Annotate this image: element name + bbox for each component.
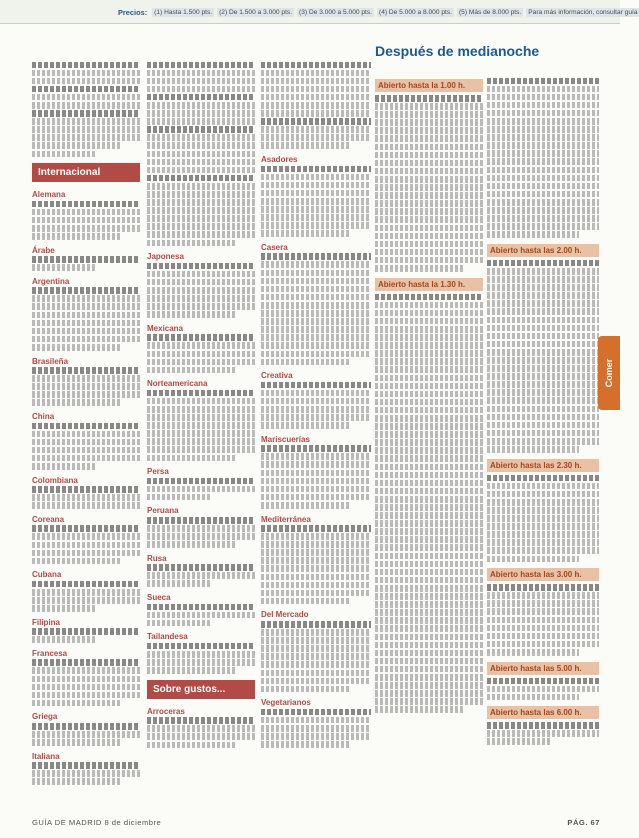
category-heading: Del Mercado [261,610,309,620]
category-heading: Mexicana [147,323,184,333]
section-title: Después de medianoche [375,43,540,59]
footer-publication: GUÍA DE MADRID 8 de diciembre [32,818,162,827]
category-heading: Argentina [32,276,70,286]
hours-heading: Abierto hasta las 6.00 h. [487,706,599,719]
price-note: Para más información, consultar guía [528,9,638,16]
category-heading: Asadores [261,155,298,165]
price-item-2: (2) De 1.500 a 3.000 pts. [219,9,293,16]
category-heading: Cubana [32,570,62,580]
category-heading: Peruana [147,506,179,516]
column-3 [261,60,371,812]
category-heading: Persa [147,467,169,477]
category-heading: Alemana [32,190,66,200]
hours-heading: Abierto hasta las 2.30 h. [487,459,599,472]
category-heading: Sueca [147,593,171,603]
price-item-1: (1) Hasta 1.500 pts. [154,9,213,16]
category-heading: Casera [261,242,288,252]
price-item-5: (5) Más de 8.000 pts. [458,9,522,16]
category-heading: Japonesa [147,252,184,262]
category-heading: Creativa [261,371,293,381]
hours-heading: Abierto hasta la 1.30 h. [375,278,483,291]
category-heading: Arroceras [147,706,185,716]
hours-heading: Abierto hasta la 1.00 h. [375,79,483,92]
column-2 [147,60,255,812]
hours-heading: Abierto hasta las 3.00 h. [487,568,599,581]
column-4 [375,76,483,812]
category-heading: Italiana [32,751,60,761]
listing-block [147,62,255,247]
price-legend [118,5,638,20]
category-heading: Mediterránea [261,514,311,524]
category-heading: Vegetarianos [261,698,311,708]
column-5 [487,76,599,812]
hours-heading: Abierto hasta las 5.00 h. [487,662,599,675]
category-heading: Tailandesa [147,632,188,642]
page-number: PÁG. 67 [567,818,600,827]
category-heading: Norteamericana [147,379,208,389]
price-item-3: (3) De 3.000 a 5.000 pts. [299,9,372,16]
category-heading: Árabe [32,245,55,255]
category-heading: Colombiana [32,475,78,485]
category-heading: Francesa [32,648,68,658]
price-label: Precios: [118,8,148,17]
category-heading: Filipina [32,617,60,627]
section-tab-comer[interactable] [598,336,620,410]
category-heading: Mariscuerías [261,434,310,444]
hours-heading: Abierto hasta las 2.00 h. [487,244,599,257]
section-banner-sobre-gustos: Sobre gustos... [147,680,255,699]
page-footer [32,818,600,830]
category-heading: Griega [32,712,58,722]
category-heading: Rusa [147,553,167,563]
price-item-4: (4) De 5.000 a 8.000 pts. [379,9,452,16]
column-1 [32,60,140,812]
listing-block [261,62,371,150]
price-bar [0,0,638,24]
category-heading: Brasileña [32,356,69,366]
category-heading: China [32,412,55,421]
section-banner-internacional: Internacional [32,163,140,182]
section-tab-label: Comer [604,358,614,388]
category-heading: Coreana [32,514,65,524]
listing-block [32,62,140,158]
